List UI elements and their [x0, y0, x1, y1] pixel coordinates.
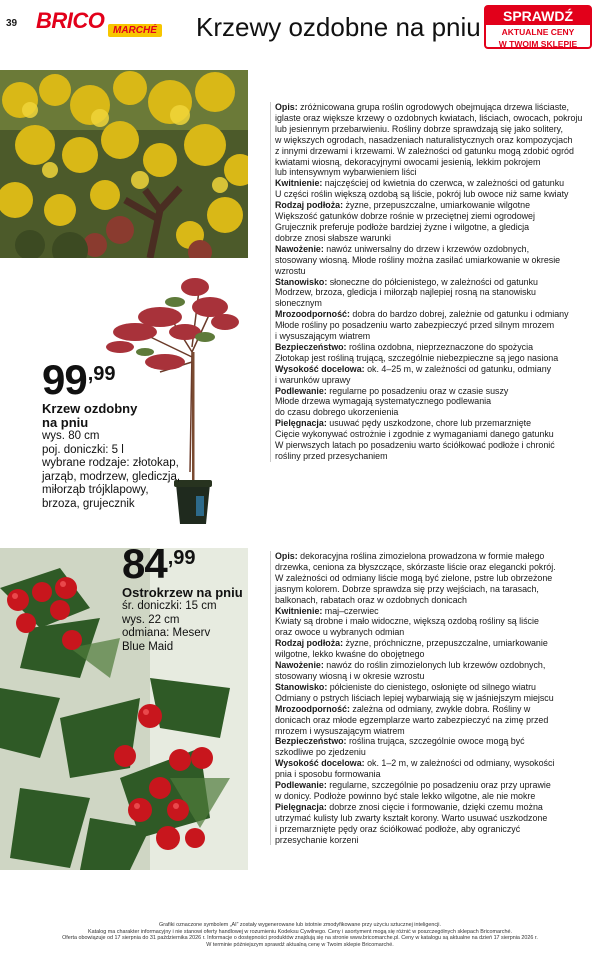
- description-line: [275, 682, 594, 693]
- description-text: iglaste oraz większe krzewy o ozdobnych kwiatach, liściach, owocach, pokroju: [275, 112, 583, 123]
- description-line: [275, 802, 594, 813]
- description-text: nawóz do roślin zimozielonych lub krzewów ozdobnych,: [323, 660, 546, 671]
- description-line: [275, 747, 594, 758]
- description-line: [275, 726, 594, 737]
- description-text: stosowany wiosną. Młode rośliny można zasilać umiarkowanie w okresie: [275, 254, 561, 265]
- description-text: szkodliwe po zjedzeniu: [275, 747, 366, 758]
- description-label: Nawożenie:: [275, 243, 324, 254]
- description-text: słoneczne do półcienistego, w zależności od gatunku: [327, 276, 538, 287]
- description-label: Rodzaj podłoża:: [275, 200, 344, 211]
- product2-spec: wys. 22 cm: [122, 613, 180, 626]
- description-text: i warunków uprawy: [275, 374, 351, 385]
- product1-spec: poj. doniczki: 5 l: [42, 443, 124, 456]
- description-label: Podlewanie:: [275, 780, 327, 791]
- description-line: [275, 693, 594, 704]
- description-text: stosowany wiosną i w okresie wzrostu: [275, 670, 425, 681]
- description-text: U części roślin większą ozdobą są liście, pokrój lub owoce niż same kwiaty: [275, 189, 569, 200]
- description-text: W pierwszych latach po posadzeniu warto ściółkować podłoże i chronić: [275, 440, 555, 451]
- page-number: 39: [6, 18, 18, 29]
- description-line: [275, 758, 594, 769]
- description-text: ok. 1–2 m, w zależności od odmiany, wysokości: [364, 758, 555, 769]
- product2-info: [122, 586, 250, 654]
- description-text: półcieniste do cienistego, osłonięte od silnego wiatru: [327, 681, 536, 692]
- description-line: [275, 157, 586, 168]
- description-line: [275, 407, 586, 418]
- description-line: [275, 222, 586, 233]
- description-text: w większych ogrodach, nasadzeniach naturalistycznych oraz kompozycjach: [275, 134, 573, 145]
- description-line: [275, 200, 586, 211]
- description-line: [275, 320, 586, 331]
- product1-spec: wybrane rodzaje: złotokap,: [42, 457, 179, 469]
- product1-price-integer: 99: [42, 356, 87, 403]
- product1-name-line1: Krzew ozdobny: [42, 401, 138, 416]
- description-line: [275, 584, 594, 595]
- product1-price: [42, 356, 116, 404]
- description-line: [275, 660, 594, 671]
- description-line: [275, 255, 586, 266]
- footer-line: Oferta obowiązuje od 17 sierpnia do 31 października 2026 r. Informacje o dostępności produktów znajdują się na stronie www.bricomarche.pl. Ceny w katalogu są aktualne na dzień 17 sierpnia 2026 r.: [62, 935, 538, 942]
- description-line: [275, 704, 594, 715]
- description-line: [275, 386, 586, 397]
- description-text: dobrze znosi cięcie i formowanie, dzięki czemu można: [326, 801, 543, 812]
- description-line: [275, 244, 586, 255]
- description-line: [275, 551, 594, 562]
- description-text: i wysuszającym wiatrem: [275, 331, 371, 342]
- description-line: [275, 606, 594, 617]
- description-label: Kwitnienie:: [275, 605, 323, 616]
- description-line: [275, 135, 586, 146]
- page-title: Krzewy ozdobne na pniu: [196, 12, 481, 42]
- description-text: maj–czerwiec: [322, 605, 379, 616]
- description-text: wilgotne, lekko kwaśne do obojętnego: [275, 649, 425, 660]
- description-line: [275, 375, 586, 386]
- product1-spec: brzoza, grujecznik: [42, 497, 135, 510]
- description-label: Wysokość docelowa:: [275, 363, 365, 374]
- description-text: dobrze znosi słabsze warunki: [275, 232, 391, 243]
- description-text: balkonach, rabatach oraz w ozdobnych donicach: [275, 594, 467, 605]
- description-text: regularne, szczególnie po posadzeniu oraz przy uprawie: [326, 780, 551, 791]
- description-text: jasnym kolorem. Dobrze sprawdza się przy wejściach, na tarasach,: [275, 583, 539, 594]
- description-label: Pielęgnacja:: [275, 418, 327, 429]
- description-line: [275, 671, 594, 682]
- description-line: [275, 780, 594, 791]
- description-line: [275, 178, 586, 189]
- description-line: [275, 769, 594, 780]
- product1-spec: wys. 80 cm: [42, 430, 100, 442]
- product1-info: [42, 402, 192, 511]
- description-line: [275, 595, 594, 606]
- description-line: [275, 418, 586, 429]
- description-line: [275, 396, 586, 407]
- description-label: Nawożenie:: [275, 660, 324, 671]
- description-text: i przemarznięte pędy oraz ściółkować podłoże, aby ograniczyć: [275, 823, 521, 834]
- description-line: [275, 649, 594, 660]
- description-text: Kwiaty są drobne i mało widoczne, większą ozdobą rośliny są liście: [275, 616, 539, 627]
- description-line: [275, 309, 586, 320]
- product2-price: [122, 540, 196, 588]
- description-text: oraz owoce u wybranych odmian: [275, 627, 405, 638]
- description-line: [275, 736, 594, 747]
- description-text: roślina trująca, szczególnie owoce mogą być: [346, 736, 525, 747]
- description-line: [275, 791, 594, 802]
- badge-line3: W TWOIM SKLEPIE: [498, 39, 578, 49]
- description-label: Opis:: [275, 102, 298, 112]
- description-label: Rodzaj podłoża:: [275, 638, 344, 649]
- badge-line2: AKTUALNE CENY: [501, 27, 575, 37]
- description-text: Grujecznik preferuje podłoże bardziej żyzne i wilgotne, a gledicja: [275, 221, 530, 232]
- bricomarche-logo[interactable]: [36, 8, 166, 44]
- description-line: [275, 266, 586, 277]
- description-line: [275, 715, 594, 726]
- description-label: Stanowisko:: [275, 681, 328, 692]
- description-label: Mrozoodporność:: [275, 309, 350, 320]
- description-line: [275, 146, 586, 157]
- badge-line1: SPRAWDŹ: [486, 7, 590, 25]
- product2-spec: Blue Maid: [122, 640, 174, 653]
- description-text: Złotokap jest rośliną trującą, szczególnie niebezpieczne są jego nasiona: [275, 352, 559, 363]
- description-line: [275, 124, 586, 135]
- logo-marche-text: MARCHÉ: [108, 24, 162, 37]
- description-text: dobra do bardzo dobrej, zależnie od gatunku i odmiany: [349, 309, 569, 320]
- description-line: [275, 616, 594, 627]
- description-line: [275, 429, 586, 440]
- description-text: roślina ozdobna, nieprzeznaczone do spożycia: [346, 341, 534, 352]
- description-line: [275, 113, 586, 124]
- product1-spec: miłorząb trójklapowy,: [42, 484, 149, 496]
- product1-price-cents: ,99: [87, 363, 116, 385]
- description-line: [275, 167, 586, 178]
- product2-name: Ostrokrzew na pniu: [122, 585, 243, 600]
- description-line: [275, 835, 594, 846]
- description-line: [275, 353, 586, 364]
- product2-description: [270, 551, 594, 845]
- description-text: rośliny przed przesychaniem: [275, 451, 388, 461]
- description-text: lub jesiennym przebarwieniu. Rośliny dobrze sprawdzają się jako solitery,: [275, 123, 563, 134]
- description-text: Młode drzewa wymagają systematycznego podlewania: [275, 396, 492, 407]
- description-line: [275, 364, 586, 375]
- description-text: żyzne, próchniczne, przepuszczalne, umiarkowanie: [343, 638, 548, 649]
- description-label: Pielęgnacja:: [275, 801, 327, 812]
- description-line: [275, 824, 594, 835]
- check-prices-badge: [484, 5, 592, 49]
- description-text: w donicy. Podłoże powinno być stale lekko wilgotne, ale nie mokre: [275, 790, 536, 801]
- description-text: Młode rośliny po posadzeniu warto zabezpieczyć przed silnym mrozem: [275, 320, 555, 331]
- description-label: Stanowisko:: [275, 276, 328, 287]
- description-text: Większość gatunków dobrze rośnie w przeciętnej ziemi ogrodowej: [275, 211, 535, 222]
- description-text: żyzne, przepuszczalne, umiarkowanie wilgotne: [343, 200, 531, 211]
- product2-price-cents: ,99: [167, 547, 196, 569]
- description-text: Modrzew, brzoza, gledicja i miłorząb najlepiej rosną na stanowisku: [275, 287, 536, 298]
- footer-line: Grafiki oznaczone symbolem „AI” zostały wygenerowane lub istotnie zmodyfikowane przy użyciu sztucznej inteligencji.: [159, 922, 441, 928]
- description-label: Podlewanie:: [275, 385, 327, 396]
- description-line: [275, 440, 586, 451]
- description-text: najczęściej od kwietnia do czerwca, w zależności od gatunku: [322, 178, 565, 189]
- description-line: [275, 451, 586, 462]
- product2-price-integer: 84: [122, 540, 167, 587]
- description-line: [275, 277, 586, 288]
- description-text: drzewka, ceniona za błyszczące, skórzaste liście oraz elegancki pokrój.: [275, 561, 556, 572]
- product1-name-line2: na pniu: [42, 415, 89, 430]
- description-text: zróżnicowana grupa roślin ogrodowych obejmująca drzewa liściaste,: [297, 102, 570, 112]
- product2-spec: odmiana: Meserv: [122, 627, 211, 639]
- logo-brico-text: BRICO: [36, 8, 105, 33]
- description-text: wzrostu: [275, 265, 306, 276]
- description-line: [275, 298, 586, 309]
- description-line: [275, 233, 586, 244]
- description-text: utrzymać kulisty lub zwarty kształt korony. Warto usuwać uszkodzone: [275, 812, 548, 823]
- description-text: ok. 4–25 m, w zależności od gatunku, odmiany: [364, 363, 552, 374]
- description-line: [275, 211, 586, 222]
- legal-footer: [0, 922, 600, 948]
- description-text: słonecznym: [275, 298, 322, 309]
- description-text: Cięcie wykonywać ostrożnie i zgodnie z wymaganiami danego gatunku: [275, 429, 554, 440]
- description-label: Bezpieczeństwo:: [275, 736, 347, 747]
- footer-line: Katalog ma charakter informacyjny i nie stanowi oferty handlowej w rozumieniu Kodeksu Cywilnego. Ceny i asortyment mogą się różnić w poszczególnych sklepach Bricomarché.: [88, 928, 512, 935]
- description-line: [275, 102, 586, 113]
- description-text: lub intensywnym wybarwieniem liści: [275, 167, 417, 178]
- footer-line: W terminie późniejszym sprawdź aktualną cenę w Twoim sklepie Bricomarché.: [206, 941, 394, 948]
- description-line: [275, 342, 586, 353]
- description-text: nawóz uniwersalny do drzew i krzewów ozdobnych,: [323, 243, 530, 254]
- description-text: W zależności od odmiany liście mogą być zielone, pstre lub obrzeżone: [275, 572, 553, 583]
- description-label: Bezpieczeństwo:: [275, 341, 347, 352]
- product2-spec: śr. doniczki: 15 cm: [122, 600, 217, 612]
- description-text: pnia i sposobu formowania: [275, 769, 381, 780]
- description-line: [275, 287, 586, 298]
- description-label: Kwitnienie:: [275, 178, 323, 189]
- description-text: regularne po posadzeniu oraz w czasie suszy: [326, 385, 509, 396]
- product1-spec: jarząb, modrzew, glediczja,: [42, 470, 181, 483]
- description-text: przesychanie korzeni: [275, 834, 359, 845]
- description-text: dekoracyjna roślina zimozielona prowadzona w formie małego: [297, 551, 545, 561]
- description-text: kwiatami wiosną, dekoracyjnymi owocami jesienią, lekkim pokrojem: [275, 156, 541, 167]
- description-line: [275, 562, 594, 573]
- description-label: Mrozoodporność:: [275, 703, 350, 714]
- description-line: [275, 627, 594, 638]
- description-text: zależna od odmiany, zwykle dobra. Rośliny w: [349, 703, 531, 714]
- description-text: usuwać pędy uszkodzone, chore lub przemarznięte: [326, 418, 532, 429]
- description-line: [275, 638, 594, 649]
- laburnum-photo: [0, 70, 248, 258]
- description-line: [275, 573, 594, 584]
- description-line: [275, 331, 586, 342]
- description-text: do czasu dobrego ukorzenienia: [275, 407, 399, 418]
- description-text: Odmiany o pstrych liściach lepiej wybarwiają się w jaśniejszym miejscu: [275, 692, 554, 703]
- description-line: [275, 813, 594, 824]
- description-text: donicach oraz młode egzemplarze warto zabezpieczyć na zimę przed: [275, 714, 549, 725]
- description-text: z innymi drzewami i krzewami. W zależności od gatunku mogą zdobić ogród: [275, 145, 574, 156]
- description-text: mrozem i wysuszającym wiatrem: [275, 725, 405, 736]
- description-label: Wysokość docelowa:: [275, 758, 365, 769]
- product1-description: [270, 102, 586, 462]
- description-label: Opis:: [275, 551, 298, 561]
- description-line: [275, 189, 586, 200]
